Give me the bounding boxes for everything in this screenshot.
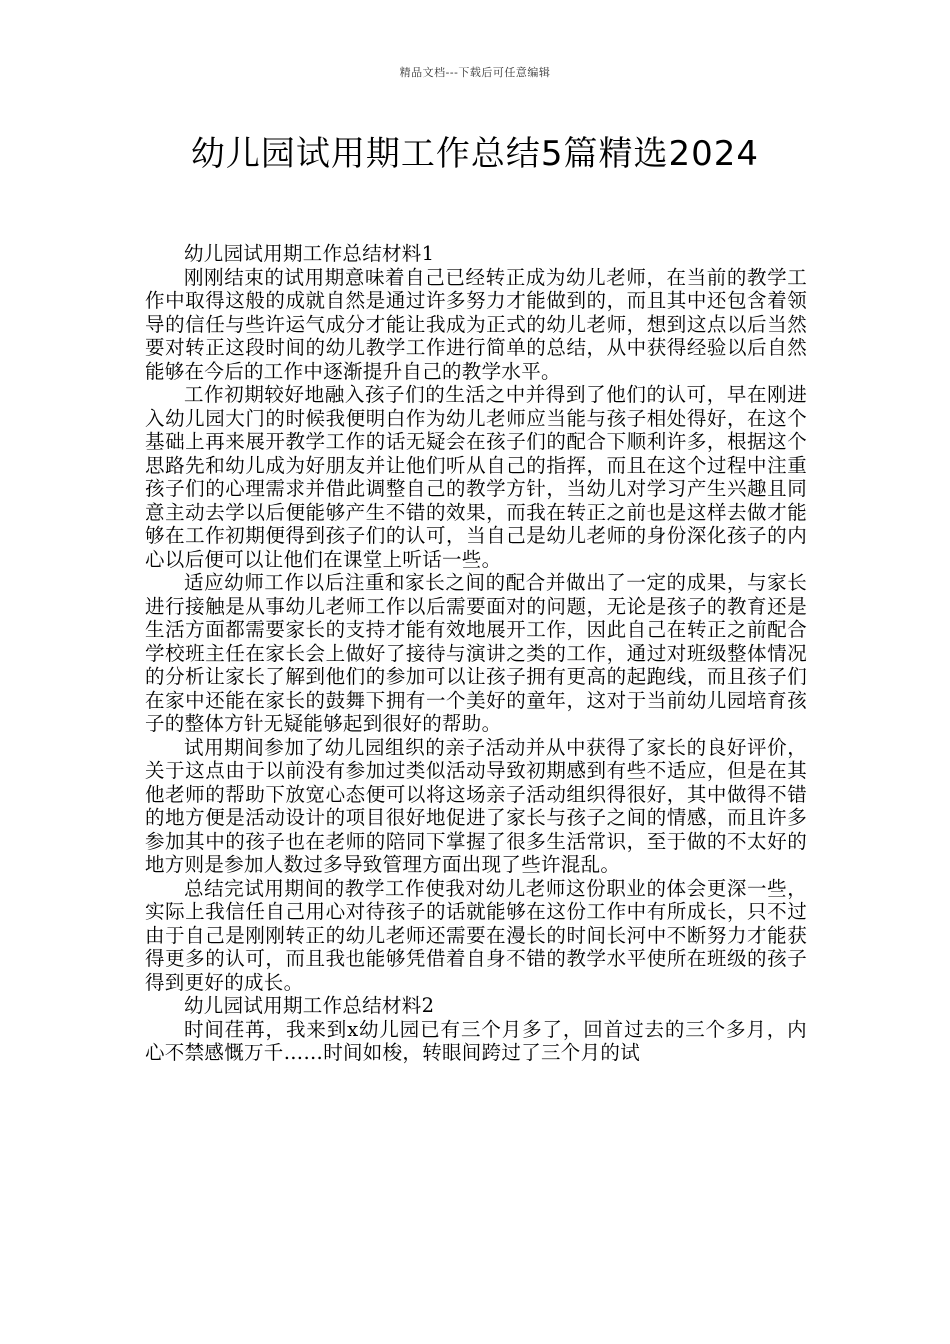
body-paragraph: 总结完试用期间的教学工作使我对幼儿老师这份职业的体会更深一些，实际上我信任自己用心对待孩子的话就能够在这份工作中有所成长，只不过由于自己是刚刚转正的幼儿老师还需要在漫长的时间长河中不断努力才能获得更多的认可，而且我也能够凭借着自身不错的教学水平使所在班级的孩子得到更好的成长。 bbox=[145, 876, 807, 994]
body-paragraph: 工作初期较好地融入孩子们的生活之中并得到了他们的认可，早在刚进入幼儿园大门的时候我便明白作为幼儿老师应当能与孩子相处得好，在这个基础上再来展开教学工作的话无疑会在孩子们的配合下顺利许多，根据这个思路先和幼儿成为好朋友并让他们听从自己的指挥，而且在这个过程中注重孩子们的心理需求并借此调整自己的教学方针，当幼儿对学习产生兴趣且同意主动去学以后便能够产生不错的效果，而我在转正之前也是这样去做才能够在工作初期便得到孩子们的认可，当自己是幼儿老师的身份深化孩子的内心以后便可以让他们在课堂上听话一些。 bbox=[145, 383, 807, 571]
header-note: 精品文档---下载后可任意编辑 bbox=[399, 66, 551, 79]
document-title: 幼儿园试用期工作总结5篇精选2024 bbox=[190, 134, 760, 174]
body-paragraph: 刚刚结束的试用期意味着自己已经转正成为幼儿老师，在当前的教学工作中取得这般的成就自然是通过许多努力才能做到的，而且其中还包含着领导的信任与些许运气成分才能让我成为正式的幼儿老师，想到这点以后当然要对转正这段时间的幼儿教学工作进行简单的总结，从中获得经验以后自然能够在今后的工作中逐渐提升自己的教学水平。 bbox=[145, 265, 807, 383]
body-paragraph: 适应幼师工作以后注重和家长之间的配合并做出了一定的成果，与家长进行接触是从事幼儿老师工作以后需要面对的问题，无论是孩子的教育还是生活方面都需要家长的支持才能有效地展开工作，因此自己在转正之前配合学校班主任在家长会上做好了接待与演讲之类的工作，通过对班级整体情况的分析让家长了解到他们的参加可以让孩子拥有更高的起跑线，而且孩子们在家中还能在家长的鼓舞下拥有一个美好的童年，这对于当前幼儿园培育孩子的整体方针无疑能够起到很好的帮助。 bbox=[145, 571, 807, 735]
section-heading-1: 幼儿园试用期工作总结材料1 bbox=[184, 242, 435, 265]
body-paragraph: 时间荏苒，我来到x幼儿园已有三个月多了，回首过去的三个多月，内心不禁感慨万千……时间如梭，转眼间跨过了三个月的试 bbox=[145, 1017, 807, 1064]
document-body bbox=[145, 242, 807, 1065]
section-heading-2: 幼儿园试用期工作总结材料2 bbox=[184, 994, 435, 1017]
body-paragraph: 试用期间参加了幼儿园组织的亲子活动并从中获得了家长的良好评价，关于这点由于以前没有参加过类似活动导致初期感到有些不适应，但是在其他老师的帮助下放宽心态便可以将这场亲子活动组织得很好，其中做得不错的地方便是活动设计的项目很好地促进了家长与孩子之间的情感，而且许多参加其中的孩子也在老师的陪同下掌握了很多生活常识，至于做的不太好的地方则是参加人数过多导致管理方面出现了些许混乱。 bbox=[145, 735, 807, 876]
